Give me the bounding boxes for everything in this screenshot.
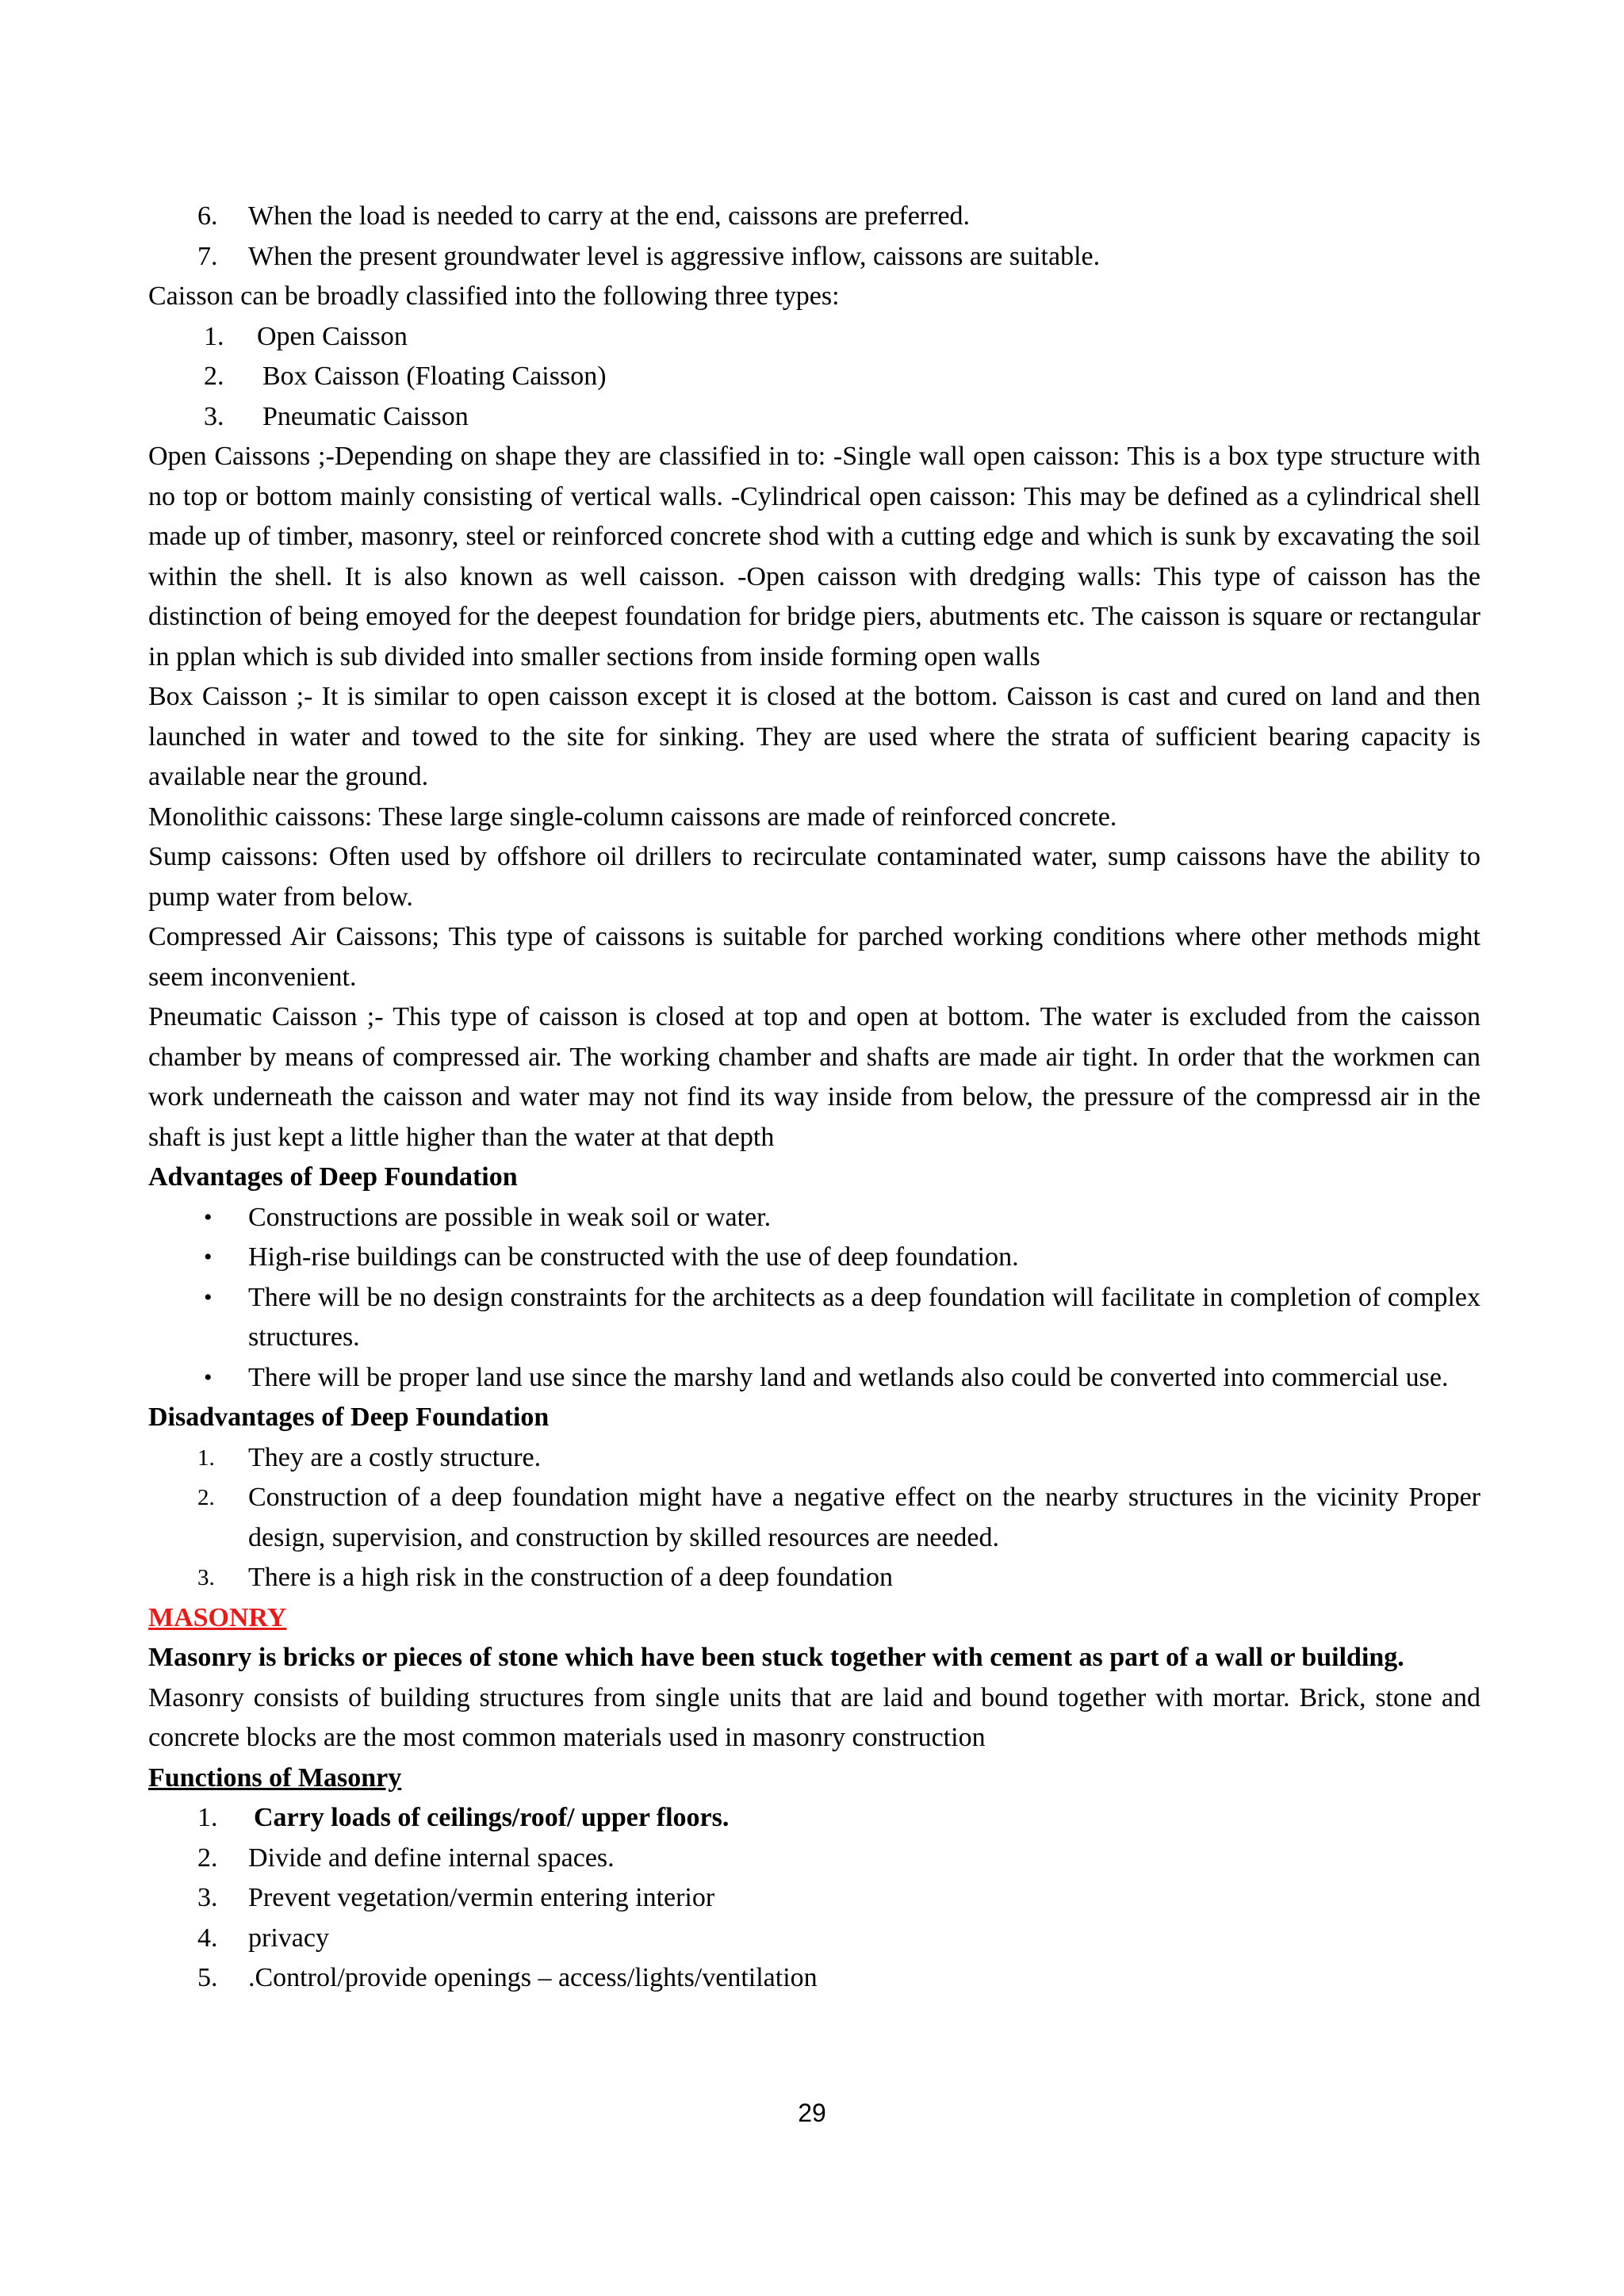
- list-number: 3.: [197, 1883, 218, 1912]
- list-item: [148, 1958, 1480, 1999]
- list-number: 2.: [204, 362, 224, 391]
- bullet-item: [148, 1198, 1480, 1238]
- list-number: 6.: [197, 201, 218, 231]
- list-item: [148, 237, 1480, 277]
- list-text: Carry loads of ceilings/roof/ upper floors.: [254, 1803, 730, 1832]
- masonry-heading: MASONRY: [148, 1602, 287, 1632]
- document-page: [148, 197, 1480, 1999]
- list-text: There is a high risk in the construction of a deep foundation: [248, 1563, 893, 1592]
- masonry-definition: Masonry is bricks or pieces of stone which have been stuck together with cement as part of a wall or building.: [148, 1643, 1404, 1672]
- bullet-item: [148, 1238, 1480, 1278]
- list-number: 1.: [204, 321, 224, 351]
- list-text: When the load is needed to carry at the end, caissons are preferred.: [248, 201, 971, 231]
- bullet-text: Constructions are possible in weak soil or water.: [248, 1202, 772, 1232]
- bullet-text: There will be no design constraints for the architects as a deep foundation will facilitate in completion of complex structures.: [248, 1282, 1480, 1352]
- open-caissons-paragraph: Open Caissons ;-Depending on shape they are classified in to: -Single wall open caisson: This is a box type structure with no top or bottom mainly consisting of vertical walls. -Cylindrical open caisson: This may be defined as a cylindrical shell made up of timber, masonry, steel or reinforced concrete shod with a cutting edge and which is sunk by excavating the soil within the shell. It is also known as well caisson. -Open caisson with dredging walls: This type of caisson has the distinction of being emoyed for the deepest foundation for bridge piers, abutments etc. The caisson is square or rectangular in pplan which is sub divided into smaller sections from inside forming open walls: [148, 442, 1480, 672]
- list-item: [148, 317, 1480, 358]
- list-number: 1.: [197, 1445, 215, 1471]
- list-item: [148, 397, 1480, 438]
- list-text: Pneumatic Caisson: [262, 401, 469, 431]
- functions-heading: Functions of Masonry: [148, 1762, 402, 1793]
- list-number: 7.: [197, 241, 218, 271]
- monolithic-caissons-paragraph: Monolithic caissons: These large single-column caissons are made of reinforced concrete.: [148, 802, 1117, 832]
- list-text: privacy: [248, 1923, 329, 1953]
- list-number: 1.: [197, 1803, 218, 1832]
- pneumatic-caisson-paragraph: Pneumatic Caisson ;- This type of caisson is closed at top and open at bottom. The water is excluded from the caisson chamber by means of compressed air. The working chamber and shafts are made air tight. In order that the workmen can work underneath the caisson and water may not find its way inside from below, the pressure of the compressd air in the shaft is just kept a little higher than the water at that depth: [148, 1002, 1480, 1152]
- functions-heading-row: [148, 1758, 1480, 1799]
- bullet-text: High-rise buildings can be constructed with the use of deep foundation.: [248, 1242, 1019, 1272]
- caisson-intro: Caisson can be broadly classified into the following three types:: [148, 281, 840, 311]
- list-text: .Control/provide openings – access/lights/ventilation: [248, 1963, 818, 1992]
- page-number: 29: [798, 2099, 826, 2127]
- bullet-item: [148, 1278, 1480, 1358]
- list-number: 5.: [197, 1963, 218, 1992]
- bullet-item: [148, 1358, 1480, 1399]
- list-text: Construction of a deep foundation might have a negative effect on the nearby structures in the vicinity Proper design, supervision, and construction by skilled resources are needed.: [248, 1483, 1480, 1552]
- list-number: 3.: [204, 401, 224, 431]
- list-item: [148, 1798, 1480, 1839]
- list-item: [148, 1478, 1480, 1558]
- list-number: 2.: [197, 1843, 218, 1873]
- list-item: [148, 1839, 1480, 1879]
- bullet-icon: •: [204, 1284, 213, 1311]
- bullet-icon: •: [204, 1364, 213, 1391]
- list-item: [148, 1878, 1480, 1919]
- list-text: Open Caisson: [257, 321, 408, 351]
- list-number: 4.: [197, 1923, 218, 1953]
- sump-caissons-paragraph: Sump caissons: Often used by offshore oil drillers to recirculate contaminated water, sump caissons have the ability to pump water from below.: [148, 842, 1480, 912]
- bullet-text: There will be proper land use since the marshy land and wetlands also could be converted into commercial use.: [248, 1362, 1449, 1392]
- advantages-heading: Advantages of Deep Foundation: [148, 1162, 518, 1192]
- list-text: Box Caisson (Floating Caisson): [262, 362, 607, 391]
- list-item: [148, 357, 1480, 397]
- list-number: 2.: [197, 1485, 215, 1510]
- list-text: When the present groundwater level is aggressive inflow, caissons are suitable.: [248, 241, 1101, 271]
- masonry-paragraph: Masonry consists of building structures from single units that are laid and bound together with mortar. Brick, stone and concrete blocks are the most common materials used in masonry construction: [148, 1682, 1480, 1752]
- compressed-air-caissons-paragraph: Compressed Air Caissons; This type of caissons is suitable for parched working conditions where other methods might seem inconvenient.: [148, 922, 1480, 992]
- list-item: [148, 1438, 1480, 1479]
- list-text: They are a costly structure.: [248, 1442, 542, 1472]
- list-item: [148, 1919, 1480, 1959]
- list-text: Divide and define internal spaces.: [248, 1843, 615, 1873]
- bullet-icon: •: [204, 1244, 213, 1270]
- list-text: Prevent vegetation/vermin entering interior: [248, 1883, 715, 1912]
- bullet-icon: •: [204, 1203, 213, 1230]
- list-number: 3.: [197, 1565, 215, 1590]
- box-caisson-paragraph: Box Caisson ;- It is similar to open caisson except it is closed at the bottom. Caisson is cast and cured on land and then launched in water and towed to the site for sinking. They are used where the strata of sufficient bearing capacity is available near the ground.: [148, 682, 1480, 791]
- list-item: [148, 1558, 1480, 1598]
- list-item: [148, 197, 1480, 237]
- disadvantages-heading: Disadvantages of Deep Foundation: [148, 1402, 550, 1432]
